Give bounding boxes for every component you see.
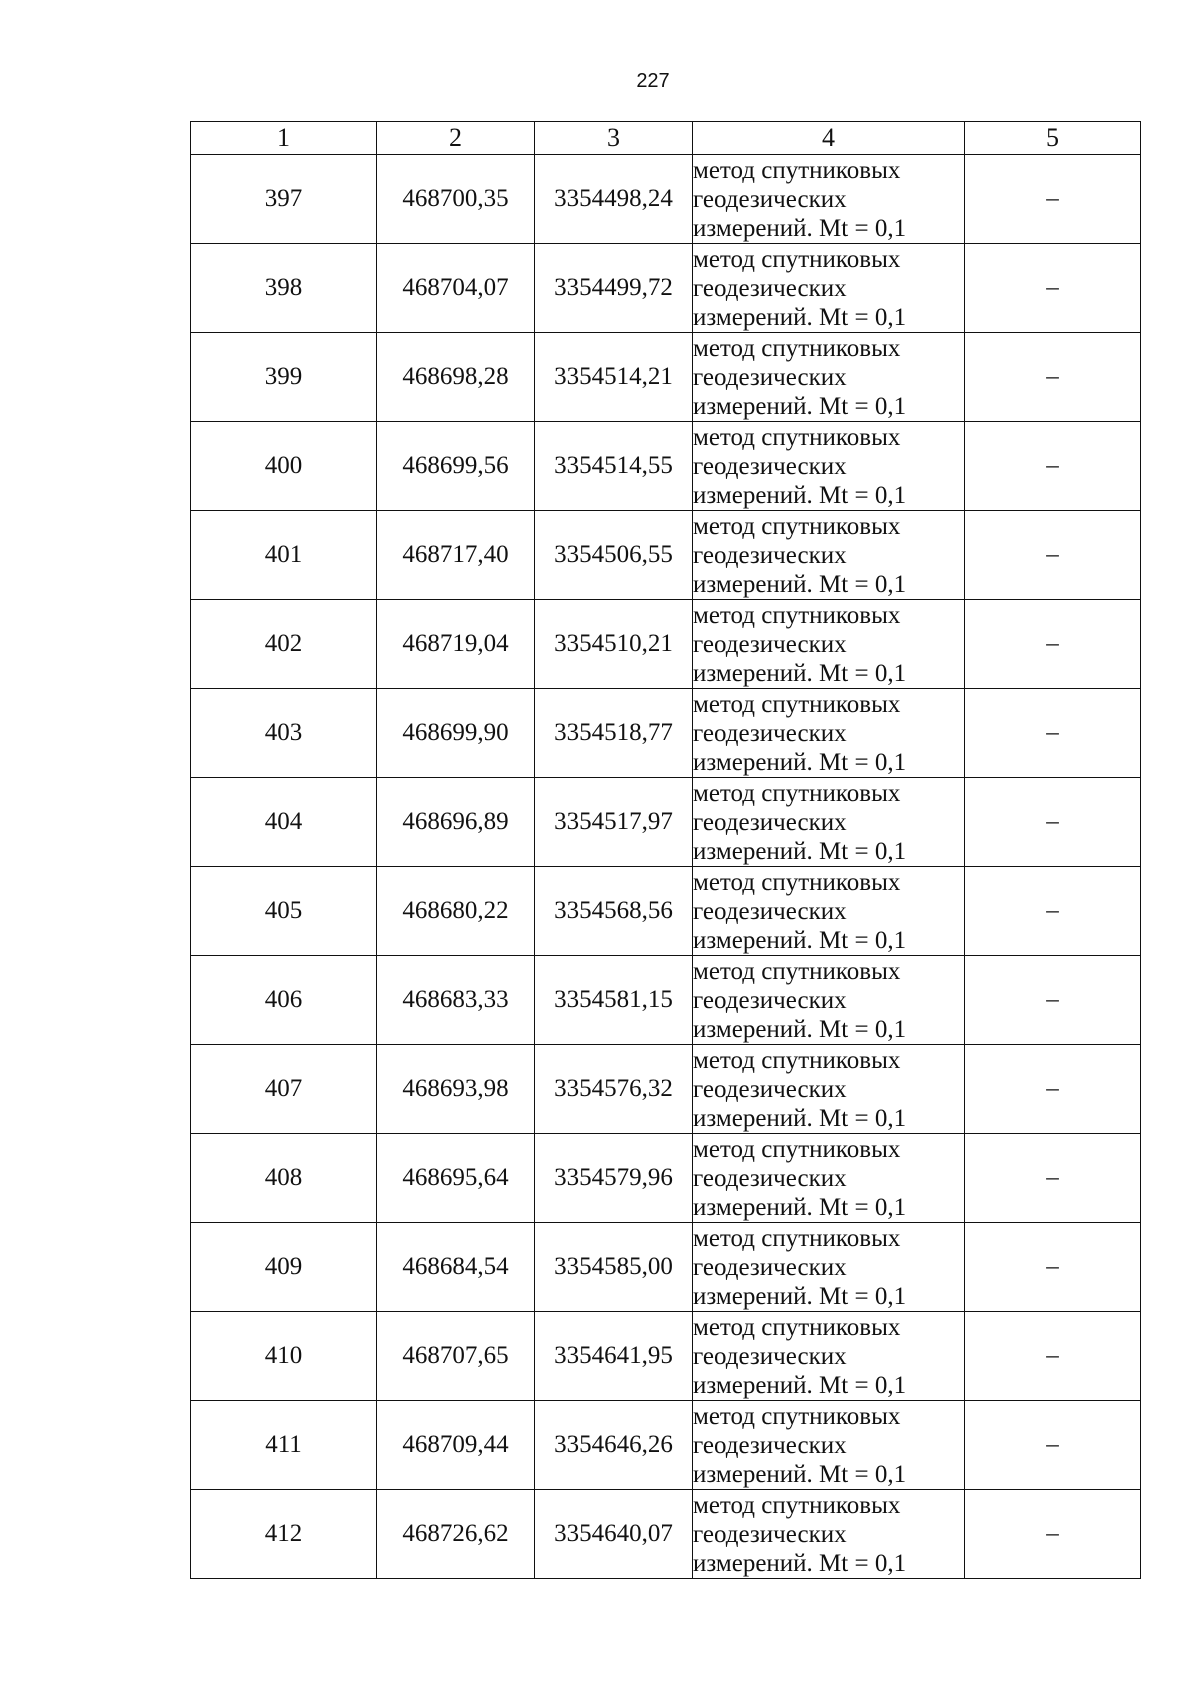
method-line: измерений. Mt = 0,1 [693, 1015, 907, 1043]
point-number-cell: 397 [191, 155, 377, 244]
method-cell [693, 1312, 965, 1401]
x-coordinate-cell: 468717,40 [377, 511, 535, 600]
point-number-cell: 408 [191, 1134, 377, 1223]
table-row [191, 1223, 1141, 1312]
method-line: метод спутниковых [693, 1491, 901, 1519]
point-number-cell: 412 [191, 1490, 377, 1579]
method-line: геодезических [693, 363, 847, 391]
method-line: измерений. Mt = 0,1 [693, 1549, 907, 1577]
method-line: метод спутниковых [693, 868, 901, 896]
note-cell: – [965, 333, 1141, 422]
method-line: измерений. Mt = 0,1 [693, 1371, 907, 1399]
method-cell [693, 244, 965, 333]
method-cell [693, 511, 965, 600]
x-coordinate-cell: 468700,35 [377, 155, 535, 244]
point-number-cell: 411 [191, 1401, 377, 1490]
method-cell [693, 600, 965, 689]
x-coordinate-cell: 468695,64 [377, 1134, 535, 1223]
point-number-cell: 406 [191, 956, 377, 1045]
method-line: метод спутниковых [693, 423, 901, 451]
y-coordinate-cell: 3354499,72 [535, 244, 693, 333]
method-line: измерений. Mt = 0,1 [693, 837, 907, 865]
point-number-cell: 398 [191, 244, 377, 333]
method-line: геодезических [693, 541, 847, 569]
method-line: метод спутниковых [693, 156, 901, 184]
method-line: геодезических [693, 1431, 847, 1459]
note-cell: – [965, 422, 1141, 511]
method-line: измерений. Mt = 0,1 [693, 659, 907, 687]
y-coordinate-cell: 3354585,00 [535, 1223, 693, 1312]
method-line: измерений. Mt = 0,1 [693, 1104, 907, 1132]
note-cell: – [965, 155, 1141, 244]
table-body [191, 155, 1141, 1579]
header-row [191, 122, 1141, 155]
method-line: метод спутниковых [693, 1135, 901, 1163]
table-row [191, 956, 1141, 1045]
table-row [191, 511, 1141, 600]
method-line: геодезических [693, 185, 847, 213]
note-cell: – [965, 1312, 1141, 1401]
method-line: метод спутниковых [693, 1046, 901, 1074]
note-cell: – [965, 1490, 1141, 1579]
method-line: измерений. Mt = 0,1 [693, 748, 907, 776]
x-coordinate-cell: 468696,89 [377, 778, 535, 867]
method-line: геодезических [693, 1075, 847, 1103]
coordinates-table [190, 121, 1141, 1579]
method-line: метод спутниковых [693, 779, 901, 807]
method-line: геодезических [693, 1164, 847, 1192]
method-line: геодезических [693, 1342, 847, 1370]
page-number: 227 [636, 70, 670, 92]
table-row [191, 1312, 1141, 1401]
y-coordinate-cell: 3354514,55 [535, 422, 693, 511]
method-line: метод спутниковых [693, 957, 901, 985]
method-line: геодезических [693, 808, 847, 836]
point-number-cell: 400 [191, 422, 377, 511]
x-coordinate-cell: 468699,56 [377, 422, 535, 511]
method-line: измерений. Mt = 0,1 [693, 1193, 907, 1221]
x-coordinate-cell: 468709,44 [377, 1401, 535, 1490]
table-row [191, 600, 1141, 689]
method-line: геодезических [693, 1520, 847, 1548]
note-cell: – [965, 244, 1141, 333]
x-coordinate-cell: 468699,90 [377, 689, 535, 778]
point-number-cell: 401 [191, 511, 377, 600]
method-line: геодезических [693, 719, 847, 747]
x-coordinate-cell: 468719,04 [377, 600, 535, 689]
method-line: геодезических [693, 986, 847, 1014]
table-row [191, 333, 1141, 422]
table-row [191, 244, 1141, 333]
method-line: метод спутниковых [693, 1224, 901, 1252]
method-line: измерений. Mt = 0,1 [693, 392, 907, 420]
y-coordinate-cell: 3354640,07 [535, 1490, 693, 1579]
note-cell: – [965, 1045, 1141, 1134]
table-row [191, 1045, 1141, 1134]
x-coordinate-cell: 468726,62 [377, 1490, 535, 1579]
point-number-cell: 407 [191, 1045, 377, 1134]
method-line: метод спутниковых [693, 245, 901, 273]
method-line: метод спутниковых [693, 512, 901, 540]
table-row [191, 422, 1141, 511]
y-coordinate-cell: 3354568,56 [535, 867, 693, 956]
table-row [191, 867, 1141, 956]
x-coordinate-cell: 468698,28 [377, 333, 535, 422]
note-cell: – [965, 778, 1141, 867]
table-row [191, 778, 1141, 867]
method-line: метод спутниковых [693, 334, 901, 362]
x-coordinate-cell: 468683,33 [377, 956, 535, 1045]
note-cell: – [965, 1134, 1141, 1223]
y-coordinate-cell: 3354641,95 [535, 1312, 693, 1401]
y-coordinate-cell: 3354514,21 [535, 333, 693, 422]
point-number-cell: 405 [191, 867, 377, 956]
method-cell [693, 1223, 965, 1312]
column-header-1: 1 [191, 122, 377, 155]
column-header-4: 4 [693, 122, 965, 155]
y-coordinate-cell: 3354576,32 [535, 1045, 693, 1134]
method-cell [693, 778, 965, 867]
y-coordinate-cell: 3354646,26 [535, 1401, 693, 1490]
note-cell: – [965, 689, 1141, 778]
table-row [191, 1134, 1141, 1223]
method-cell [693, 956, 965, 1045]
x-coordinate-cell: 468704,07 [377, 244, 535, 333]
note-cell: – [965, 600, 1141, 689]
note-cell: – [965, 956, 1141, 1045]
method-cell [693, 422, 965, 511]
table-row [191, 1401, 1141, 1490]
method-line: измерений. Mt = 0,1 [693, 303, 907, 331]
note-cell: – [965, 1223, 1141, 1312]
method-line: метод спутниковых [693, 690, 901, 718]
x-coordinate-cell: 468707,65 [377, 1312, 535, 1401]
method-line: измерений. Mt = 0,1 [693, 481, 907, 509]
point-number-cell: 410 [191, 1312, 377, 1401]
method-cell [693, 1401, 965, 1490]
point-number-cell: 403 [191, 689, 377, 778]
table-row [191, 155, 1141, 244]
column-header-5: 5 [965, 122, 1141, 155]
x-coordinate-cell: 468693,98 [377, 1045, 535, 1134]
x-coordinate-cell: 468680,22 [377, 867, 535, 956]
method-cell [693, 1490, 965, 1579]
method-cell [693, 1134, 965, 1223]
y-coordinate-cell: 3354579,96 [535, 1134, 693, 1223]
y-coordinate-cell: 3354517,97 [535, 778, 693, 867]
method-cell [693, 1045, 965, 1134]
method-line: геодезических [693, 274, 847, 302]
method-line: измерений. Mt = 0,1 [693, 1460, 907, 1488]
method-cell [693, 333, 965, 422]
y-coordinate-cell: 3354498,24 [535, 155, 693, 244]
method-line: геодезических [693, 452, 847, 480]
method-line: геодезических [693, 897, 847, 925]
method-line: метод спутниковых [693, 1313, 901, 1341]
note-cell: – [965, 1401, 1141, 1490]
note-cell: – [965, 511, 1141, 600]
table-row [191, 689, 1141, 778]
method-line: измерений. Mt = 0,1 [693, 214, 907, 242]
method-line: геодезических [693, 630, 847, 658]
method-cell [693, 867, 965, 956]
y-coordinate-cell: 3354506,55 [535, 511, 693, 600]
y-coordinate-cell: 3354581,15 [535, 956, 693, 1045]
note-cell: – [965, 867, 1141, 956]
x-coordinate-cell: 468684,54 [377, 1223, 535, 1312]
method-line: измерений. Mt = 0,1 [693, 1282, 907, 1310]
point-number-cell: 399 [191, 333, 377, 422]
column-header-2: 2 [377, 122, 535, 155]
method-cell [693, 689, 965, 778]
method-line: метод спутниковых [693, 1402, 901, 1430]
method-cell [693, 155, 965, 244]
method-line: измерений. Mt = 0,1 [693, 926, 907, 954]
table-row [191, 1490, 1141, 1579]
y-coordinate-cell: 3354518,77 [535, 689, 693, 778]
column-header-3: 3 [535, 122, 693, 155]
point-number-cell: 402 [191, 600, 377, 689]
method-line: измерений. Mt = 0,1 [693, 570, 907, 598]
method-line: геодезических [693, 1253, 847, 1281]
point-number-cell: 404 [191, 778, 377, 867]
method-line: метод спутниковых [693, 601, 901, 629]
point-number-cell: 409 [191, 1223, 377, 1312]
y-coordinate-cell: 3354510,21 [535, 600, 693, 689]
